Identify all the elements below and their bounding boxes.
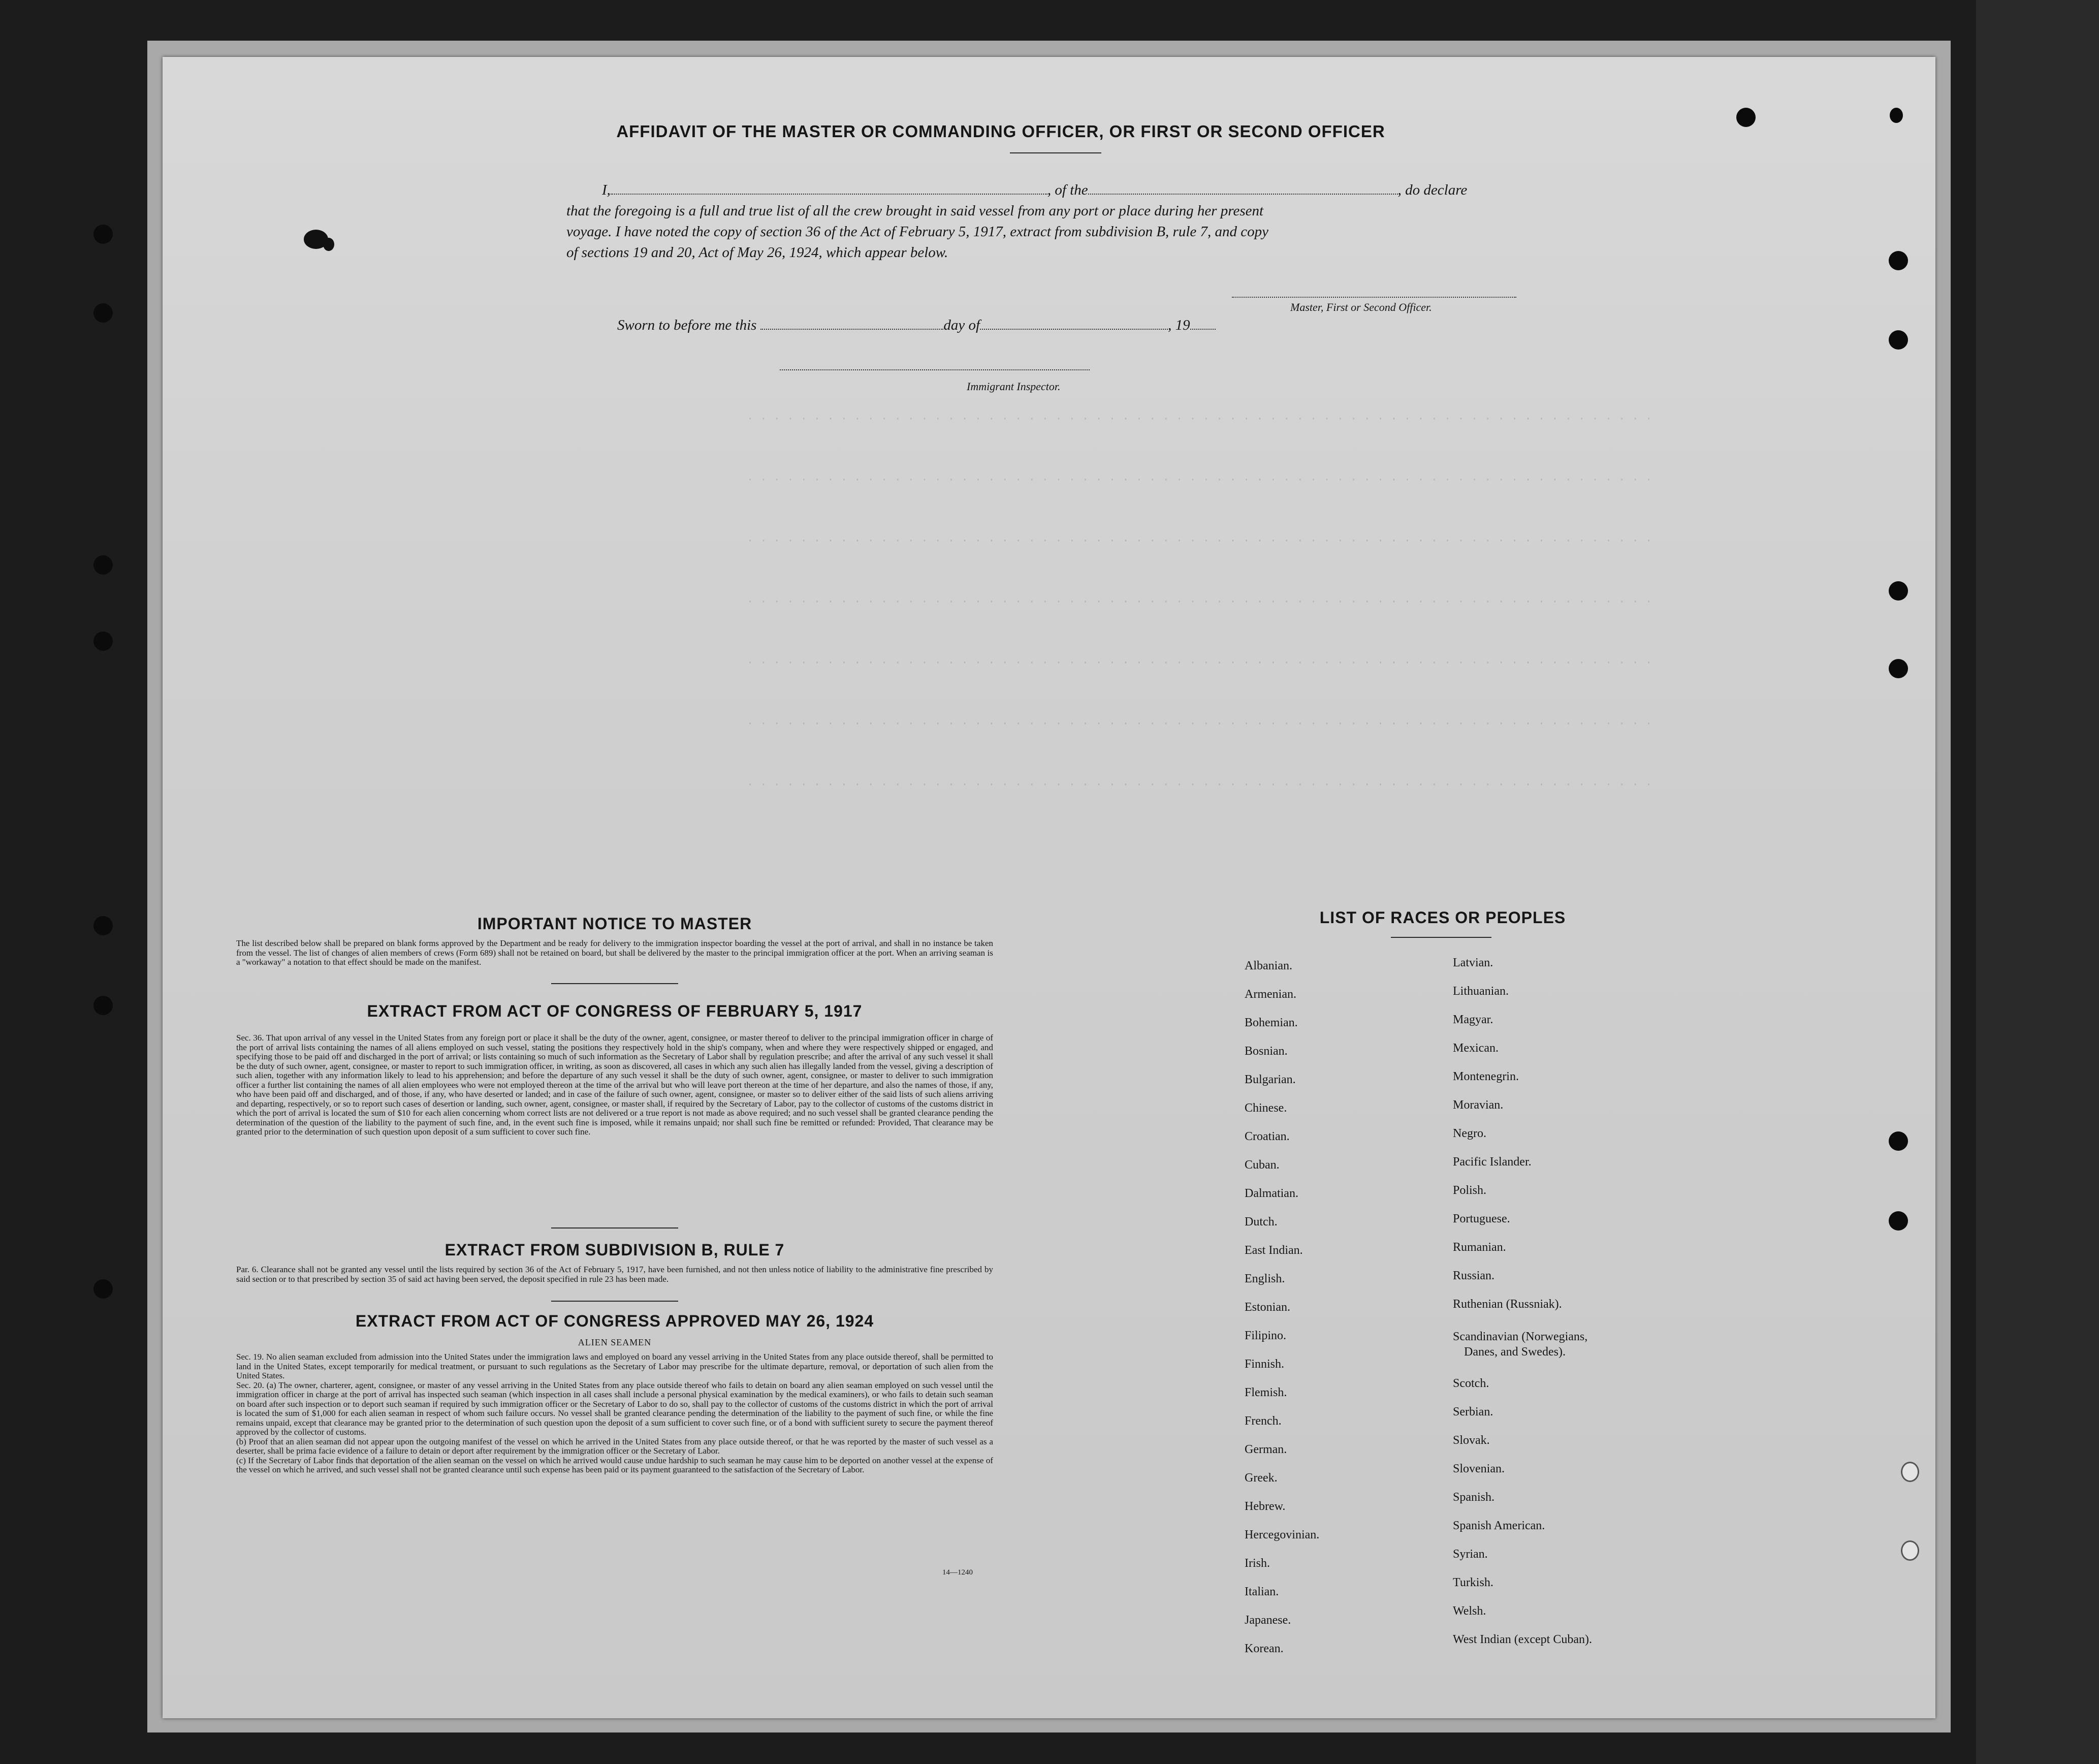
extract-1924-body	[236, 1352, 993, 1475]
subdivision-b-title: EXTRACT FROM SUBDIVISION B, RULE 7	[444, 1241, 785, 1259]
affidavit-line-4: of sections 19 and 20, Act of May 26, 1924, which appear below.	[566, 244, 948, 261]
race-item: Japanese.	[1245, 1614, 1291, 1627]
divider	[551, 983, 678, 984]
punch-hole	[1889, 1131, 1908, 1151]
race-item: Syrian.	[1453, 1548, 1488, 1561]
master-signature-line[interactable]	[1232, 297, 1516, 298]
inspector-signature-line[interactable]	[780, 369, 1090, 370]
races-title: LIST OF RACES OR PEOPLES	[1319, 908, 1566, 927]
race-item: Albanian.	[1245, 959, 1292, 972]
race-item: Lithuanian.	[1453, 985, 1509, 998]
inspector-caption: Immigrant Inspector.	[967, 380, 1061, 393]
sworn-line	[617, 315, 1216, 336]
race-item: Cuban.	[1245, 1158, 1280, 1172]
notice-title: IMPORTANT NOTICE TO MASTER	[477, 915, 752, 933]
sworn-text: Sworn to before me this	[617, 317, 757, 333]
race-item: Magyar.	[1453, 1013, 1493, 1026]
race-item: Estonian.	[1245, 1301, 1290, 1314]
document-page	[163, 57, 1935, 1718]
race-item: German.	[1245, 1443, 1287, 1456]
sworn-day-of: day of	[943, 317, 980, 333]
punch-hole	[1890, 108, 1903, 123]
race-item: Greek.	[1245, 1471, 1278, 1485]
binder-hole	[93, 916, 113, 935]
section-20c: (c) If the Secretary of Labor finds that deportation of the alien seaman on the vessel on which he arrived would cause undue hardship to such seaman he may cause him to be deported on another vessel at the expense of the vessel on which he arrived, and such vessel shall not be granted clearance until such expense has been paid or its payment guaranteed to the satisfaction of the Secretary of Labor.	[236, 1455, 993, 1474]
races-list-right	[1453, 956, 1592, 1661]
section-20b: (b) Proof that an alien seaman did not appear upon the outgoing manifest of the vessel on which he arrived in the United States from any place outside thereof, or that he was reported by the master of such vessel as a deserter, shall be prima facie evidence of a failure to detain or deport after requirement by the immigration officer or the Secretary of Labor.	[236, 1436, 993, 1456]
film-edge	[1976, 0, 2099, 1764]
affidavit-title: AFFIDAVIT OF THE MASTER OR COMMANDING OFFICER, OR FIRST OR SECOND OFFICER	[616, 122, 1385, 141]
sworn-year: , 19	[1168, 317, 1190, 333]
race-item: Hebrew.	[1245, 1500, 1286, 1513]
punch-hole	[1901, 1540, 1919, 1561]
race-item: Scotch.	[1453, 1377, 1489, 1390]
race-item: Welsh.	[1453, 1604, 1486, 1618]
race-item: Spanish.	[1453, 1491, 1495, 1504]
affidavit-body	[566, 180, 1582, 263]
race-item: Filipino.	[1245, 1329, 1287, 1342]
section-20a: Sec. 20. (a) The owner, charterer, agent, consignee, or master of any vessel arriving in the United States from any place outside thereof who fails to detain on board any alien seaman employed on such vessel until the immigration officer in charge at the port of arrival has inspected such seaman (which inspection in all cases shall include a personal physical examination by the medical examiners), or who fails to detain such seaman on board after such inspection or to deport such seaman if required by such immigration officer or the Secretary of Labor to do so, shall pay to the collector of customs of the customs district in which the port of arrival is located the sum of $1,000 for each alien seaman in respect of whom such failure occurs. No vessel shall be granted clearance pending the determination of the liability to the payment of such fine, or while the fine remains unpaid, except that clearance may be granted prior to the determination of such question upon the deposit of a sum sufficient to cover such fine, or of a bond with sufficient surety to secure the payment thereof approved by the collector of customs.	[236, 1380, 993, 1437]
race-item: Dalmatian.	[1245, 1187, 1298, 1200]
alien-seamen-subtitle: ALIEN SEAMEN	[578, 1337, 652, 1347]
punch-hole	[1889, 1211, 1908, 1231]
affidavit-line-3: voyage. I have noted the copy of section 36 of the Act of February 5, 1917, extract from subdivision B, rule 7, and copy	[566, 224, 1269, 240]
race-item: Slovenian.	[1453, 1462, 1505, 1475]
punch-hole	[1901, 1462, 1919, 1482]
race-item: Pacific Islander.	[1453, 1155, 1532, 1169]
binder-hole	[93, 555, 113, 575]
race-item: Hercegovinian.	[1245, 1528, 1320, 1541]
race-item: Moravian.	[1453, 1098, 1504, 1112]
race-item: Mexican.	[1453, 1042, 1499, 1055]
binder-hole	[93, 996, 113, 1015]
race-item-multiline	[1453, 1326, 1592, 1377]
sworn-day-blank[interactable]	[760, 316, 943, 330]
bleed-through-text: · · · · · · · · · · · · · · · · · · · · · · · · · · · · · · · · · · · · · · · · · · · · · · · · · · · · · · · · · · · · · · · · · · · ·	[747, 778, 1652, 791]
race-item: Finnish.	[1245, 1358, 1285, 1371]
bleed-through-text: · · · · · · · · · · · · · · · · · · · · · · · · · · · · · · · · · · · · · · · · · · · · · · · · · · · · · · · · · · · · · · · · · · · ·	[747, 534, 1652, 547]
race-item: Serbian.	[1453, 1405, 1493, 1419]
race-item: Turkish.	[1453, 1576, 1493, 1589]
bleed-through-text: · · · · · · · · · · · · · · · · · · · · · · · · · · · · · · · · · · · · · · · · · · · · · · · · · · · · · · · · · · · · · · · · · · · ·	[747, 474, 1652, 486]
punch-hole	[1736, 108, 1756, 127]
race-item: Croatian.	[1245, 1130, 1290, 1143]
race-item: Bulgarian.	[1245, 1073, 1296, 1086]
race-item: Montenegrin.	[1453, 1070, 1519, 1083]
ink-blot	[323, 238, 334, 251]
race-item: Armenian.	[1245, 988, 1296, 1001]
race-item: English.	[1245, 1272, 1285, 1285]
bleed-through-text: · · · · · · · · · · · · · · · · · · · · · · · · · · · · · · · · · · · · · · · · · · · · · · · · · · · · · · · · · · · · · · · · · · · ·	[747, 413, 1652, 425]
declaration-do-declare: , do declare	[1397, 182, 1468, 198]
binder-hole	[93, 1279, 113, 1299]
races-list-left	[1245, 959, 1319, 1671]
race-item: Ruthenian (Russniak).	[1453, 1298, 1562, 1311]
race-item-line: Scandinavian (Norwegians,	[1453, 1330, 1588, 1343]
declaration-i: I,	[602, 182, 611, 198]
divider	[551, 1301, 678, 1302]
punch-hole	[1889, 251, 1908, 270]
affidavit-line-2: that the foregoing is a full and true list of all the crew brought in said vessel from any port or place during her present	[566, 203, 1264, 219]
section-19: Sec. 19. No alien seaman excluded from admission into the United States under the immigration laws and employed on board any vessel arriving in the United States from any place outside thereof, shall be permitted to land in the United States, except temporarily for medical treatment, or pursuant to such regulations as the Secretary of Labor may prescribe for the ultimate departure, removal, or deportation of such alien from the United States.	[236, 1352, 993, 1380]
form-number: 14—1240	[942, 1568, 973, 1577]
race-item: Latvian.	[1453, 956, 1493, 969]
race-item: Bohemian.	[1245, 1016, 1298, 1029]
declaration-line	[566, 180, 1582, 201]
sworn-month-blank[interactable]	[980, 316, 1168, 330]
race-item: Dutch.	[1245, 1215, 1278, 1228]
race-item: Irish.	[1245, 1557, 1270, 1570]
race-item: Flemish.	[1245, 1386, 1287, 1399]
race-item: Spanish American.	[1453, 1519, 1545, 1532]
race-item: Korean.	[1245, 1642, 1284, 1655]
extract-1924-title: EXTRACT FROM ACT OF CONGRESS APPROVED MAY 26, 1924	[355, 1312, 874, 1330]
title-underline	[1010, 152, 1101, 153]
race-item: Portuguese.	[1453, 1212, 1510, 1225]
race-item: West Indian (except Cuban).	[1453, 1633, 1592, 1646]
races-title-underline	[1391, 937, 1491, 938]
race-item: Rumanian.	[1453, 1241, 1506, 1254]
race-item: Polish.	[1453, 1184, 1487, 1197]
race-item: Chinese.	[1245, 1101, 1287, 1115]
sworn-year-blank[interactable]	[1190, 316, 1216, 330]
master-signature-caption: Master, First or Second Officer.	[1290, 301, 1432, 313]
race-item: Bosnian.	[1245, 1045, 1288, 1058]
race-item: East Indian.	[1245, 1244, 1303, 1257]
binder-hole	[93, 632, 113, 651]
race-item: Slovak.	[1453, 1434, 1490, 1447]
declaration-of-the: , of the	[1047, 182, 1088, 198]
vessel-blank[interactable]	[1088, 180, 1398, 195]
race-item: Negro.	[1453, 1127, 1486, 1140]
punch-hole	[1889, 581, 1908, 601]
binder-hole	[93, 225, 113, 244]
race-item-line: Danes, and Swedes).	[1464, 1345, 1566, 1359]
divider	[551, 1227, 678, 1228]
race-item: French.	[1245, 1414, 1282, 1428]
race-item: Italian.	[1245, 1585, 1279, 1598]
extract-1917-text: Sec. 36. That upon arrival of any vessel in the United States from any foreign port or place it shall be the duty of the owner, agent, consignee, or master thereof to deliver to the principal immigration officer in charge of the port of arrival lists containing the names of all aliens employed on such vessel, stating the positions they respectively hold in the ship's company, when and where they were respectively shipped or engaged, and specifying those to be paid off and discharged in the port of arrival; or lists containing so much of such information as the Secretary of Labor shall by regulation prescribe; and after the arrival of any such vessel it shall be the duty of such owner, agent, consignee, or master to report to such immigration officer, in writing, as soon as discovered, all cases in which any such alien has illegally landed from the vessel, giving a description of such alien, together with any information likely to lead to his apprehension; and before the departure of any such vessel it shall be the duty of such owner, agent, consignee, or master to deliver to such immigration officer a further list containing the names of all alien employees who were not employed thereon at the time of the arrival but who will leave port thereon at the time of her departure, and also the names of those, if any, who have been paid off and discharged, and of those, if any, who have deserted or landed; and in case of the failure of such owner, agent, consignee, or master so to deliver either of the said lists of such aliens arriving and departing, respectively, or so to report such cases of desertion or landing, such owner, agent, consignee, or master shall, if required by the Secretary of Labor, pay to the collector of customs of the customs district in which the port of arrival is located the sum of $10 for each alien concerning whom correct lists are not delivered or a true report is not made as above required; and no such vessel shall be granted clearance pending the determination of the question of the liability to the payment of such fine, and, in the event such fine is imposed, while it remains unpaid; nor shall such fine be remitted or refunded: Provided, That clearance may be granted prior to the determination of such question upon deposit of a sum sufficient to cover such fine.	[236, 1033, 993, 1137]
extract-1917-title: EXTRACT FROM ACT OF CONGRESS OF FEBRUARY 5, 1917	[367, 1002, 863, 1020]
punch-hole	[1889, 330, 1908, 350]
bleed-through-text: · · · · · · · · · · · · · · · · · · · · · · · · · · · · · · · · · · · · · · · · · · · · · · · · · · · · · · · · · · · · · · · · · · · ·	[747, 595, 1652, 608]
binder-hole	[93, 303, 113, 323]
name-blank[interactable]	[611, 180, 1047, 195]
bleed-through-text: · · · · · · · · · · · · · · · · · · · · · · · · · · · · · · · · · · · · · · · · · · · · · · · · · · · · · · · · · · · · · · · · · · · ·	[747, 656, 1652, 669]
bleed-through-text: · · · · · · · · · · · · · · · · · · · · · · · · · · · · · · · · · · · · · · · · · · · · · · · · · · · · · · · · · · · · · · · · · · · ·	[747, 717, 1652, 730]
notice-text: The list described below shall be prepared on blank forms approved by the Department and be ready for delivery to the immigration inspector boarding the vessel at the port of arrival, and shall in no instance be taken from the vessel. The list of changes of alien members of crews (Form 689) shall not be retained on board, but shall be delivered by the master to the principal immigration officer at the port. When an arriving seaman is a "workaway" a notation to that effect should be made on the manifest.	[236, 938, 993, 967]
subdivision-b-text: Par. 6. Clearance shall not be granted any vessel until the lists required by section 36 of the Act of February 5, 1917, have been furnished, and not then unless notice of liability to the administrative fine prescribed by said section or to that prescribed by section 35 of said act having been served, the deposit specified in rule 23 has been made.	[236, 1265, 993, 1284]
race-item: Russian.	[1453, 1269, 1495, 1282]
punch-hole	[1889, 659, 1908, 678]
